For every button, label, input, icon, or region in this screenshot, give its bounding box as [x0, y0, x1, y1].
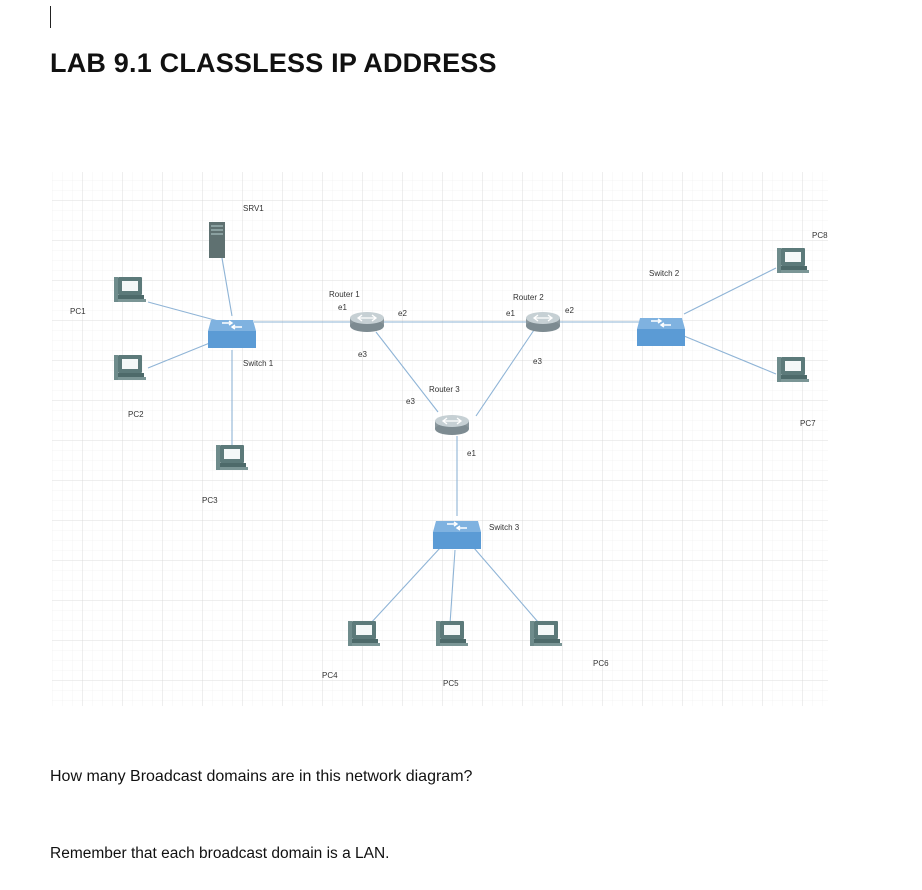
pc2-label: PC2 [128, 410, 144, 419]
router3-label: Router 3 [429, 385, 460, 394]
pc6-icon [530, 621, 562, 646]
pc4-label: PC4 [322, 671, 338, 680]
switch2-icon [637, 318, 685, 346]
pc1-label: PC1 [70, 307, 86, 316]
note-text: Remember that each broadcast domain is a LAN. [50, 845, 390, 862]
pc4-icon [348, 621, 380, 646]
srv1-label: SRV1 [243, 204, 264, 213]
switch1-icon [208, 320, 256, 348]
router3-e3-label: e3 [406, 397, 415, 406]
switch1-label: Switch 1 [243, 359, 274, 368]
pc3-icon [216, 445, 248, 470]
router2-e3-label: e3 [533, 357, 542, 366]
pc7-label: PC7 [800, 419, 816, 428]
question-text: How many Broadcast domains are in this network diagram? [50, 768, 473, 785]
pc5-label: PC5 [443, 679, 459, 688]
pc7-icon [777, 357, 809, 382]
router3-e1-label: e1 [467, 449, 476, 458]
router2-e1-label: e1 [506, 309, 515, 318]
router1-icon [350, 312, 384, 332]
router3-icon [435, 415, 469, 435]
pc1-icon [114, 277, 146, 302]
page-title: LAB 9.1 CLASSLESS IP ADDRESS [50, 48, 497, 78]
switch2-label: Switch 2 [649, 269, 680, 278]
router1-e2-label: e2 [398, 309, 407, 318]
router2-e2-label: e2 [565, 306, 574, 315]
pc5-icon [436, 621, 468, 646]
server-icon [209, 222, 225, 258]
pc6-label: PC6 [593, 659, 609, 668]
switch3-label: Switch 3 [489, 523, 520, 532]
router2-label: Router 2 [513, 293, 544, 302]
pc8-icon [777, 248, 809, 273]
switch3-icon [433, 521, 481, 549]
pc3-label: PC3 [202, 496, 218, 505]
router2-icon [526, 312, 560, 332]
router1-e3-label: e3 [358, 350, 367, 359]
router1-label: Router 1 [329, 290, 360, 299]
router1-e1-label: e1 [338, 303, 347, 312]
pc8-label: PC8 [812, 231, 828, 240]
pc2-icon [114, 355, 146, 380]
